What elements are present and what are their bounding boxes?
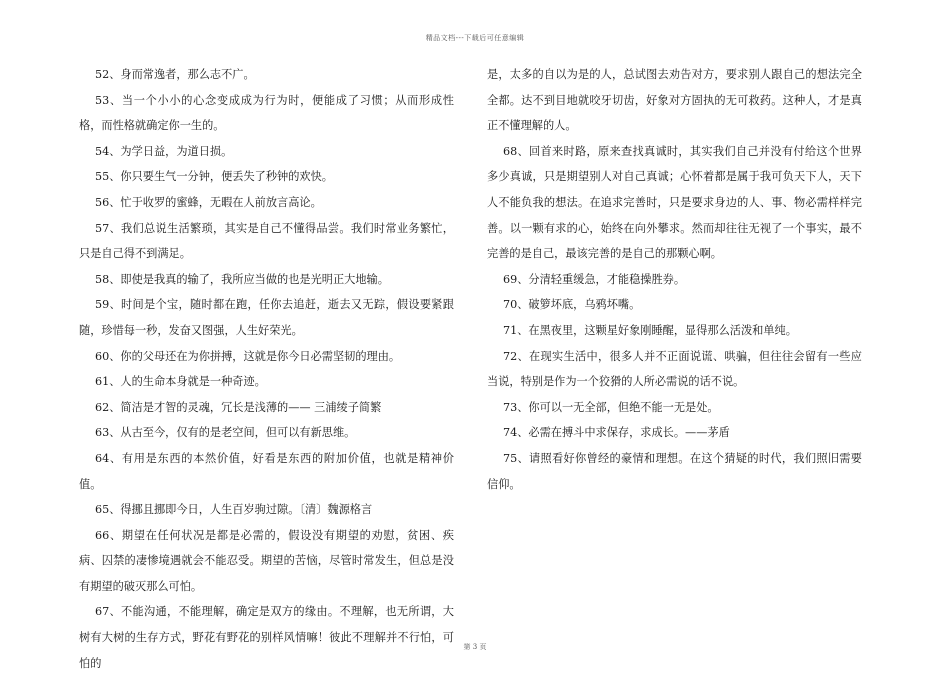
- paragraph: 73、你可以一无全部，但绝不能一无是处。: [503, 400, 719, 414]
- paragraph: 68、回首来时路，原来查找真诚时，其实我们自己并没有付给这个世界多少真诚，只是期望别人对自己真诚；心怀着都是属于我可负天下人，天下人不能负我的想法。在追求完善时，只是要求身边的人、事、物必需样样完善。以一颗有求的心，始终在向外攀求。然而却往往无视了一个事实，最不完善的是自己，最该完善的是自己的那颗心啊。: [487, 144, 862, 261]
- paragraph: 70、破箩坏底，乌鸦坏嘴。: [503, 298, 641, 312]
- paragraph: 55、你只要生气一分钟，便丢失了秒钟的欢快。: [95, 170, 333, 184]
- page-header: 精品文档---下载后可任意编辑: [425, 34, 525, 42]
- paragraph: 63、从古至今，仅有的是老空间，但可以有新思维。: [95, 426, 356, 440]
- paragraph: 71、在黑夜里，这颗星好象刚睡醒，显得那么活泼和单纯。: [503, 323, 797, 337]
- paragraph: 57、我们总说生活繁琐，其实是自己不懂得品尝。我们时常业务繁忙，只是自己得不到满足。: [79, 221, 454, 261]
- page-number: 第 3 页: [463, 643, 487, 651]
- paragraph: 60、你的父母还在为你拼搏，这就是你今日必需坚韧的理由。: [95, 349, 401, 363]
- paragraph: 69、分清轻重缓急，才能稳操胜券。: [503, 272, 686, 286]
- paragraph-continuation: 是，太多的自以为是的人，总试图去劝告对方，要求别人跟自己的想法完全全都。达不到目地就咬牙切齿，好象对方固执的无可救药。这种人，才是真正不懂理解的人。: [487, 68, 862, 133]
- paragraph: 56、忙于收罗的蜜蜂，无暇在人前放言高论。: [95, 195, 322, 209]
- paragraph: 74、必需在搏斗中求保存，求成长。——茅盾: [503, 426, 730, 440]
- paragraph: 75、请照看好你曾经的豪情和理想。在这个猜疑的时代，我们照旧需要信仰。: [487, 451, 862, 491]
- right-column: [487, 62, 862, 497]
- paragraph: 61、人的生命本身就是一种奇迹。: [95, 375, 266, 389]
- paragraph: 72、在现实生活中，很多人并不正面说谎、哄骗，但往往会留有一些应当说，特别是作为一个狡猾的人所必需说的话不说。: [487, 349, 862, 389]
- paragraph: 52、身而常逸者，那么志不广。: [95, 68, 255, 81]
- paragraph: 54、为学日益，为道日损。: [95, 144, 233, 158]
- paragraph: 67、不能沟通，不能理解，确定是双方的缘由。不理解，也无所谓，大树有大树的生存方式，野花有野花的别样风情嘛！彼此不理解并不行怕，可怕的: [79, 605, 454, 670]
- paragraph: 58、即使是我真的输了，我所应当做的也是光明正大地输。: [95, 272, 389, 286]
- paragraph: 53、当一个小小的心念变成成为行为时，便能成了习惯；从而形成性格，而性格就确定你一生的。: [79, 93, 454, 133]
- paragraph: 66、期望在任何状况是都是必需的，假设没有期望的劝慰，贫困、疾病、囚禁的凄惨境遇就会不能忍受。期望的苦恼，尽管时常发生，但总是没有期望的破灭那么可怕。: [79, 528, 454, 593]
- paragraph: 59、时间是个宝，随时都在跑，任你去追赶，逝去又无踪，假设要紧跟随，珍惜每一秒，发奋又图强，人生好荣光。: [79, 298, 454, 337]
- paragraph: 64、有用是东西的本然价值，好看是东西的附加价值，也就是精神价值。: [79, 451, 454, 491]
- left-column: [79, 62, 454, 676]
- paragraph: 62、简洁是才智的灵魂，冗长是浅薄的—— 三浦绫子简繁: [95, 400, 382, 414]
- paragraph: 65、得挪且挪即今日，人生百岁驹过隙。〔清〕魏源格言: [95, 503, 373, 517]
